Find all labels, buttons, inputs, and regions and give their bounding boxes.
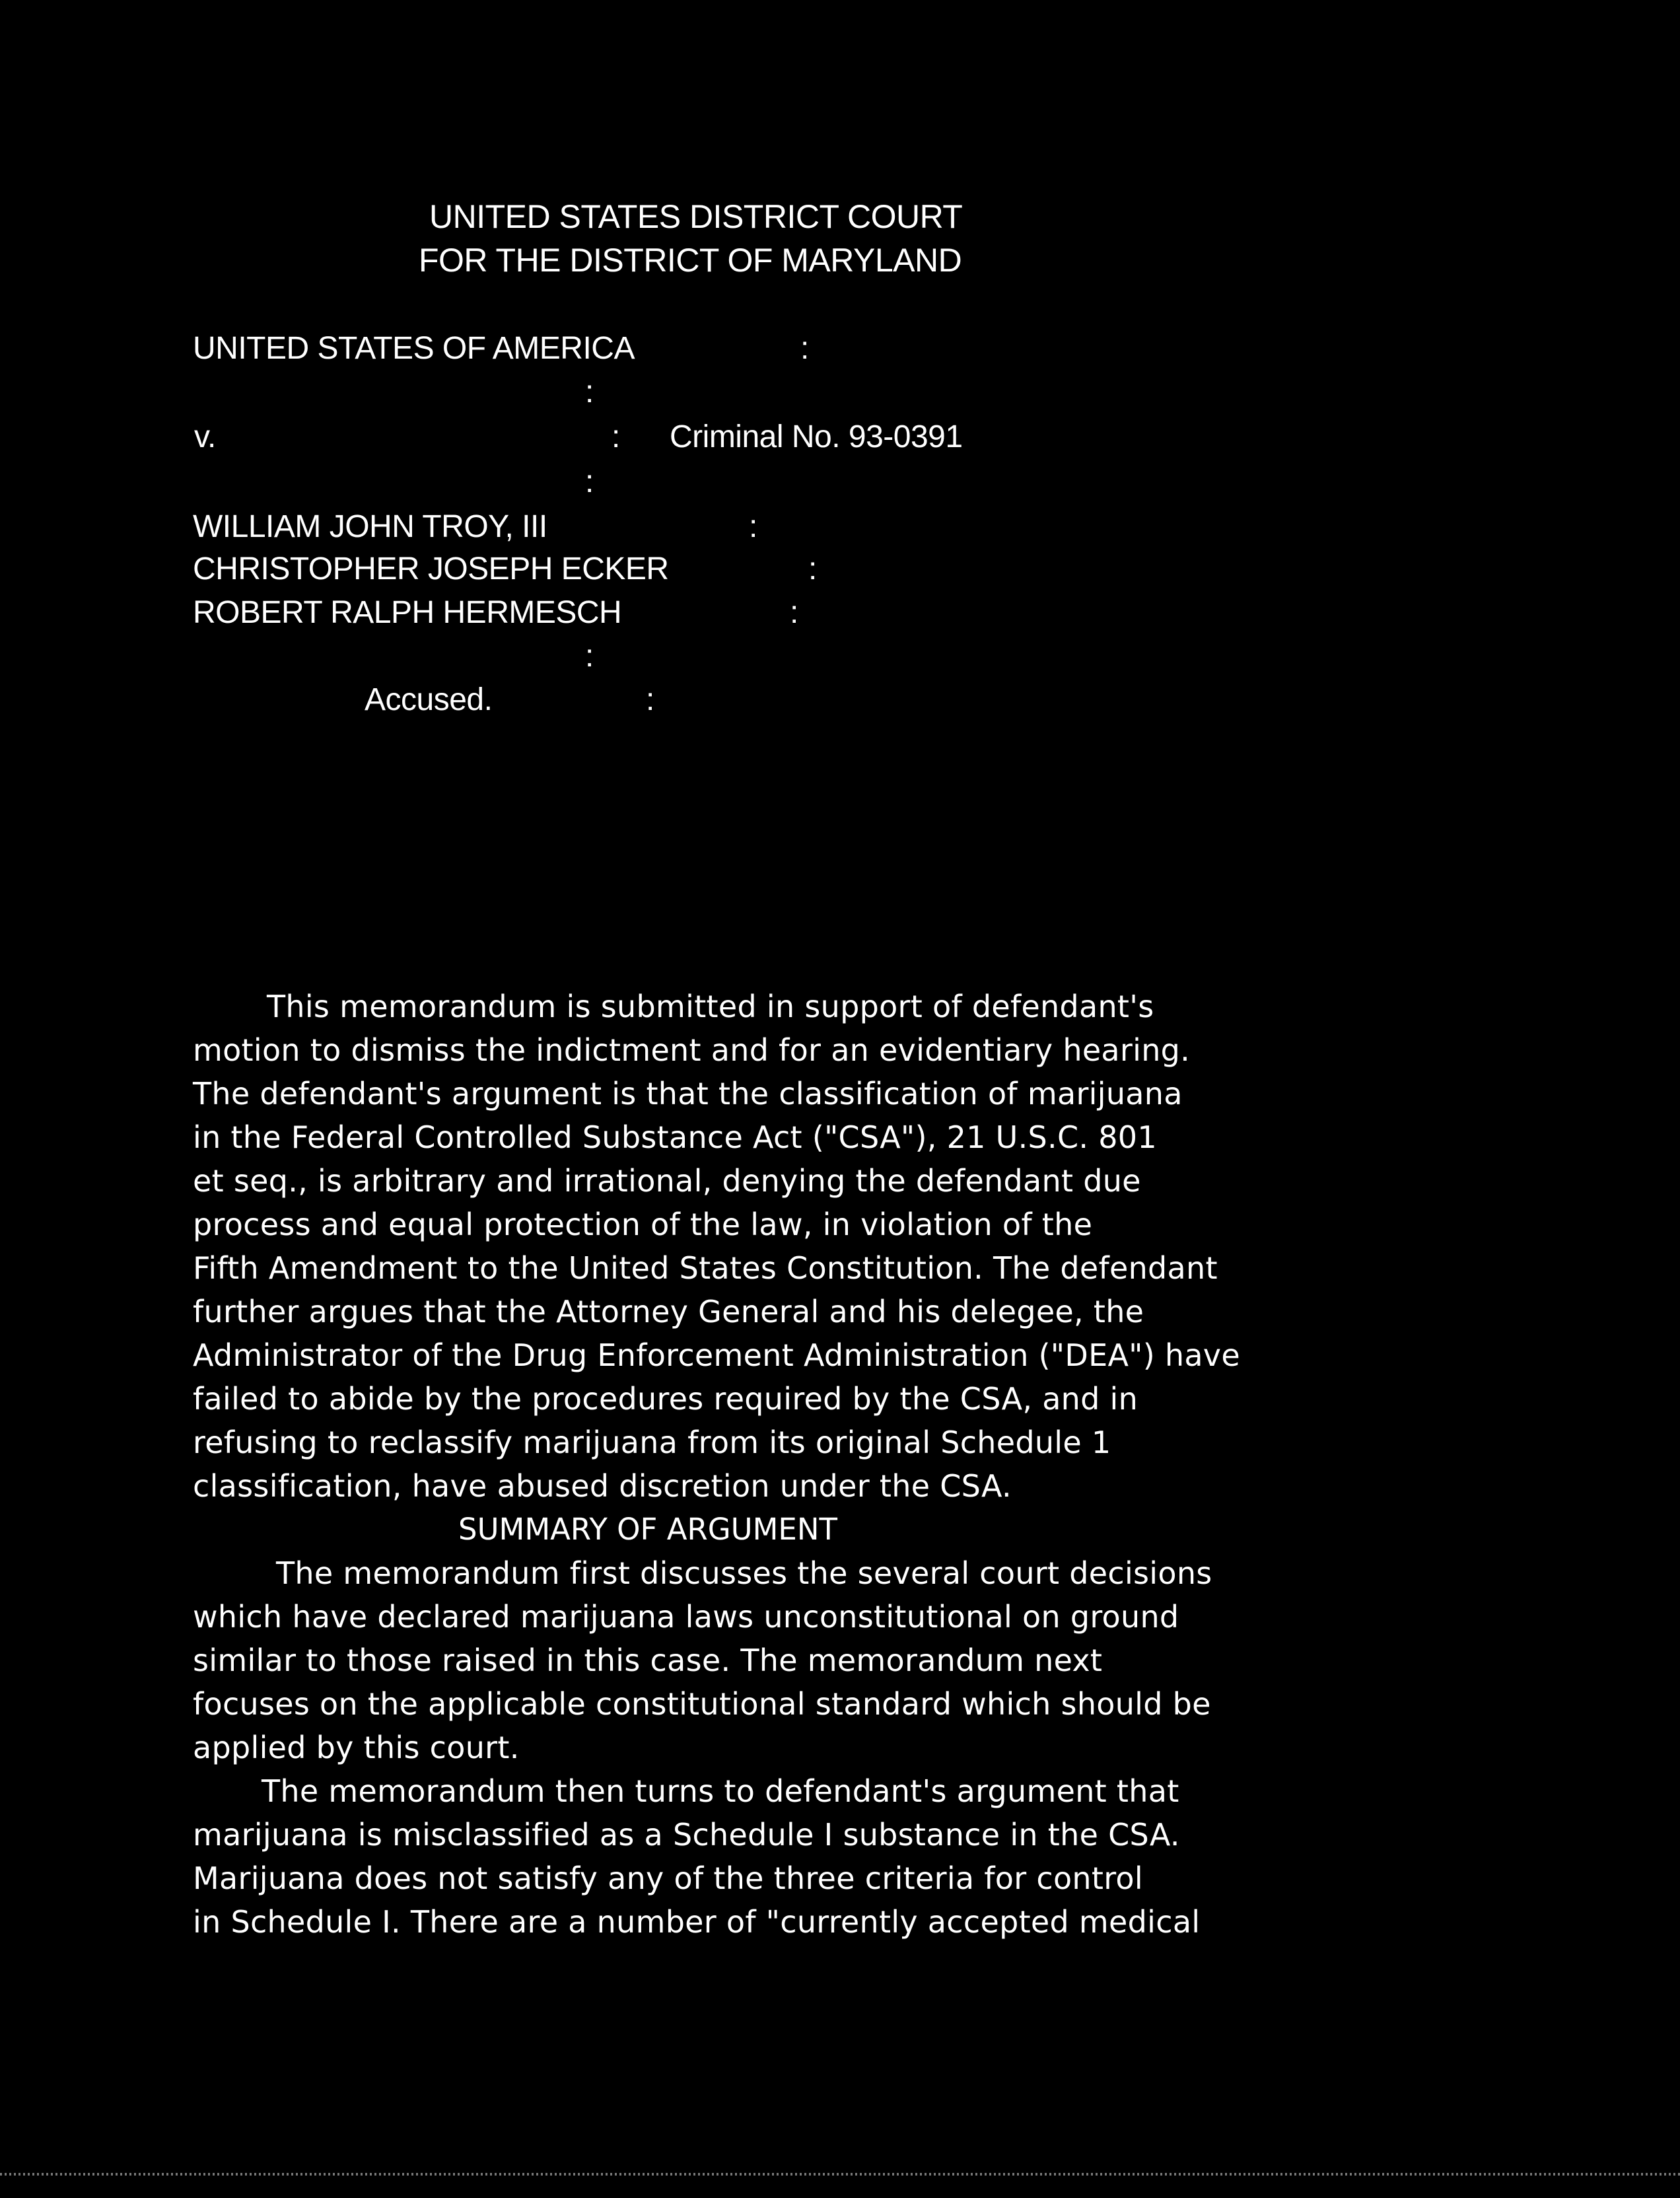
caption-colon: : [612, 419, 621, 454]
caption-colon: : [646, 682, 655, 717]
caption-colon: : [808, 551, 818, 586]
defendant-name: WILLIAM JOHN TROY, III [193, 509, 547, 544]
accused-label: Accused. [365, 682, 493, 717]
case-number: Criminal No. 93-0391 [670, 419, 963, 454]
court-name: UNITED STATES DISTRICT COURT [429, 198, 963, 235]
paragraph-line: focuses on the applicable constitutional standard which should be [193, 1686, 1211, 1722]
caption-colon: : [749, 509, 758, 544]
paragraph-line: in the Federal Controlled Substance Act ("CSA"), 21 U.S.C. 801 [193, 1119, 1157, 1155]
paragraph-line: The memorandum then turns to defendant's argument that [262, 1773, 1179, 1809]
caption-colon: : [585, 639, 594, 674]
defendant-name: CHRISTOPHER JOSEPH ECKER [193, 551, 669, 586]
paragraph-line: The defendant's argument is that the classification of marijuana [193, 1076, 1183, 1112]
paragraph-line: et seq., is arbitrary and irrational, denying the defendant due [193, 1163, 1141, 1199]
paragraph-line: marijuana is misclassified as a Schedule I substance in the CSA. [193, 1817, 1180, 1853]
paragraph-line: similar to those raised in this case. The memorandum next [193, 1643, 1103, 1678]
caption-colon: : [800, 331, 810, 366]
caption-colon: : [585, 374, 594, 409]
paragraph-line: classification, have abused discretion under the CSA. [193, 1468, 1012, 1504]
paragraph-line: applied by this court. [193, 1730, 520, 1765]
court-district: FOR THE DISTRICT OF MARYLAND [419, 242, 962, 279]
paragraph-line: Administrator of the Drug Enforcement Administration ("DEA") have [193, 1337, 1240, 1373]
paragraph-line: further argues that the Attorney General and his delegee, the [193, 1294, 1144, 1329]
paragraph-line: refusing to reclassify marijuana from its original Schedule 1 [193, 1425, 1111, 1460]
versus-label: v. [194, 419, 216, 454]
plaintiff-name: UNITED STATES OF AMERICA [193, 331, 635, 366]
paragraph-line: motion to dismiss the indictment and for an evidentiary hearing. [193, 1032, 1191, 1068]
section-heading: SUMMARY OF ARGUMENT [458, 1512, 837, 1547]
paragraph-line: process and equal protection of the law, in violation of the [193, 1207, 1093, 1242]
paragraph-line: This memorandum is submitted in support of defendant's [267, 989, 1154, 1024]
scan-edge-rule [0, 2173, 1680, 2176]
paragraph-line: in Schedule I. There are a number of "currently accepted medical [193, 1904, 1201, 1940]
caption-colon: : [585, 464, 594, 499]
paragraph-line: The memorandum first discusses the several court decisions [276, 1555, 1212, 1591]
paragraph-line: which have declared marijuana laws unconstitutional on ground [193, 1599, 1179, 1635]
paragraph-line: Fifth Amendment to the United States Constitution. The defendant [193, 1250, 1218, 1286]
paragraph-line: failed to abide by the procedures required by the CSA, and in [193, 1381, 1138, 1417]
defendant-name: ROBERT RALPH HERMESCH [193, 595, 622, 630]
caption-colon: : [790, 595, 799, 630]
paragraph-line: Marijuana does not satisfy any of the three criteria for control [193, 1861, 1143, 1896]
